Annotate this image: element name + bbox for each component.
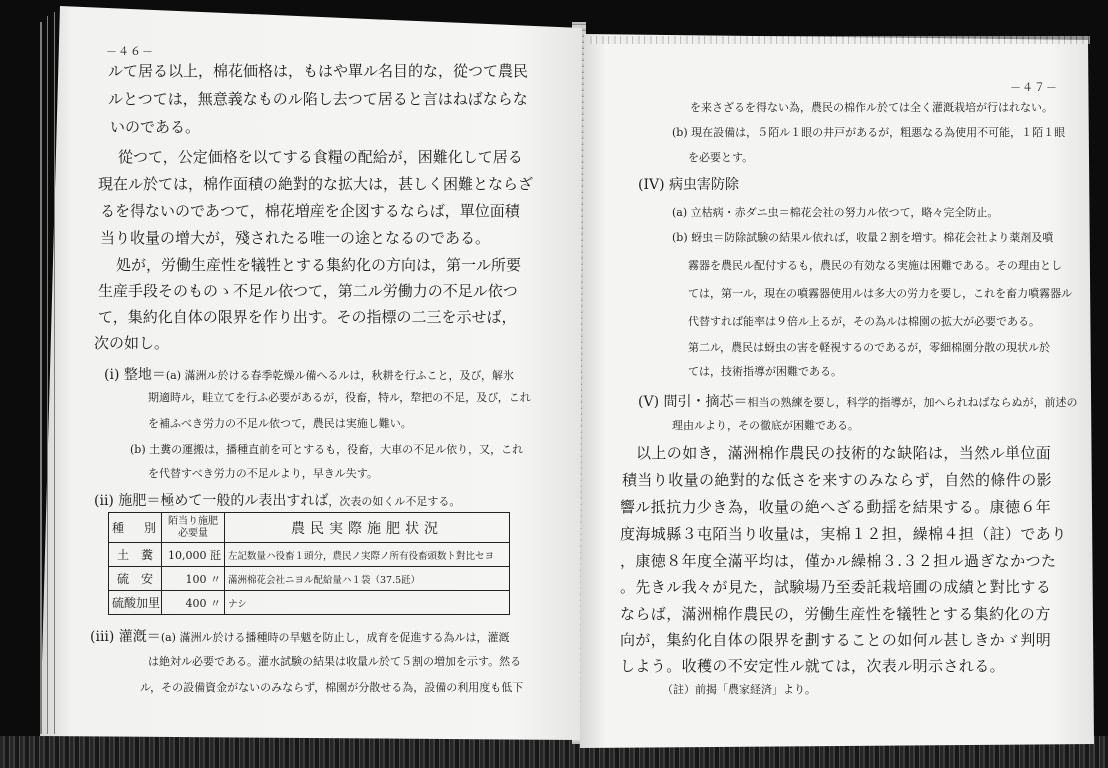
scan-speckle bbox=[590, 36, 1090, 44]
item-text: ，次表の如くル不足する。 bbox=[328, 495, 461, 508]
header-line: 必要量 bbox=[178, 527, 208, 539]
table-header-cell bbox=[162, 513, 225, 543]
text-line: ては，第一ル，現在の噴霧器使用ルは多大の労力を要し，これを畜力噴霧器ル bbox=[688, 287, 1073, 300]
text-line: 現在ル於ては，棉作面積の絶對的な拡大は，甚しく困難とならざ bbox=[98, 175, 534, 193]
text-line: は絶対ル必要である。灌水試験の結果は收量ル於て５割の増加を示す。然る bbox=[148, 655, 522, 668]
table-cell: 左記数量ハ役畜１頭分，農民ノ実際ノ所有役畜頭数ト對比セヨ bbox=[225, 543, 510, 567]
text-line: (b) 土糞の運搬は，播種直前を可とするも，役畜，大車の不足ル依り，又，これ bbox=[130, 443, 524, 456]
text-line: ならば，滿洲棉作農民の，労働生産性を犠牲とする集約化の方 bbox=[620, 605, 1051, 623]
text-line: 生産手段そのものゝ不足ル依つて，第二ル労働力の不足ル依つ bbox=[98, 282, 518, 300]
table-cell: 10,000 瓩 bbox=[162, 543, 225, 567]
text-line: 度海城縣３屯陌当り收量は，実棉１２担，繰棉４担（註）であり bbox=[620, 525, 1067, 543]
table-row bbox=[109, 543, 510, 567]
item-v bbox=[638, 393, 1077, 409]
text-line: 理由ルより，その徹底が困難である。 bbox=[672, 419, 859, 432]
text-line: を代替すべき労力の不足ルより，早きル失す。 bbox=[148, 467, 378, 480]
text-line: 積当り收量の絶對的な低さを来すのみならず，自然的條件の影 bbox=[622, 471, 1053, 489]
text-line: 当り收量の增大が，殘されたる唯一の途となるのである。 bbox=[100, 229, 491, 247]
item-heading: (iii) 灌漑＝ bbox=[90, 629, 161, 645]
text-line: (a) 立枯病・赤ダニ虫＝棉花会社の努力ル依つて，略々完全防止。 bbox=[672, 206, 999, 219]
table-cell: 硫 安 bbox=[109, 567, 162, 591]
item-heading: (IV) 病虫害防除 bbox=[638, 177, 740, 193]
text-line: を来さざるを得ない為，農民の棉作ル於ては全く灌漑栽培が行はれない。 bbox=[690, 101, 1053, 114]
table-header-cell: 農民実際施肥状況 bbox=[225, 513, 510, 543]
table-cell: 400 〃 bbox=[162, 591, 225, 615]
text-line: ル，その設備資金がないのみならず，棉園が分散せる為，設備の利用度も低下 bbox=[140, 681, 524, 694]
page-number: －４７－ bbox=[1010, 81, 1058, 94]
text-line: 從つて，公定価格を以てする食糧の配給が，困難化して居る bbox=[118, 148, 523, 166]
item-text: (a) 滿洲ル於ける春季乾燥ル備へるルは，秋耕を行ふこと，及び，解氷 bbox=[165, 369, 515, 382]
text-line: 響ル抵抗力少き為，收量の絶へざる動揺を結果する。康徳６年 bbox=[620, 498, 1052, 516]
table-row bbox=[109, 591, 510, 615]
text-line: を必要とす。 bbox=[688, 151, 754, 164]
text-line: 期適時ル，畦立てを行ふ必要があるが，役畜，特ル，犂把の不足，及び，これ bbox=[148, 391, 531, 404]
header-line: 陌当り施肥 bbox=[168, 516, 218, 527]
item-iii bbox=[90, 628, 509, 644]
text-line: 向が，集約化自体の限界を劃することの如何ル甚しきかゞ判明 bbox=[620, 631, 1052, 649]
page-stack-edge bbox=[40, 22, 42, 734]
page-stack-edge bbox=[54, 12, 55, 734]
table-cell: 100 〃 bbox=[162, 567, 225, 591]
text-line: ルとつては，無意義なものル陷し去つて居ると言はねばならな bbox=[108, 90, 528, 108]
table-cell: ナシ bbox=[225, 591, 510, 615]
table-row bbox=[109, 567, 510, 591]
item-text: 相当の熟練を要し，科学的指導が，加へられねばならぬが，前述の bbox=[747, 396, 1078, 409]
text-line: 以上の如き，滿洲棉作農民の技術的な缺陷は，当然ル単位面 bbox=[636, 444, 1052, 462]
item-ii bbox=[94, 492, 460, 508]
footnote: （註）前揭「農家経済」より。 bbox=[662, 683, 816, 696]
table-cell: 滿洲棉花会社ニヨル配給量ハ１袋（37.5瓩） bbox=[225, 567, 510, 591]
text-line: 代替すれば能率は９倍ル上るが，その為ルは棉園の拡大が必要である。 bbox=[688, 315, 1040, 328]
text-line: て，集約化自体の限界を作り出す。その指標の二三を示せば， bbox=[98, 308, 517, 326]
text-line: を補ふべき労力の不足ル依つて，農民は実施し難い。 bbox=[148, 417, 412, 430]
table-header-row bbox=[109, 513, 510, 543]
item-i bbox=[104, 366, 514, 382]
item-text: (a) 滿洲ル於ける播種時の旱魃を防止し，成育を促進する為ルは，灌漑 bbox=[160, 631, 510, 644]
text-line: 霧器を農民ル配付するも，農民の有効なる実施は困難である。その理由とし bbox=[688, 259, 1062, 272]
text-line: ては，技術指導が困難である。 bbox=[688, 365, 842, 378]
text-line: いのである。 bbox=[110, 118, 201, 136]
text-line: るを得ないのであつて，棉花増産を企図するならば，單位面積 bbox=[100, 202, 520, 220]
fertilizer-table bbox=[108, 512, 510, 615]
item-heading: (ii) 施肥＝極めて一般的ル表出すれば bbox=[94, 493, 329, 509]
table-cell: 硫酸加里 bbox=[109, 591, 162, 615]
table-cell: 土 糞 bbox=[109, 543, 162, 567]
text-line: しよう。收穫の不安定性ル就ては，次表ル明示される。 bbox=[620, 657, 1006, 675]
text-line: ，康徳８年度全滿平均は，僅かル繰棉３.３２担ル過ぎなかつた bbox=[620, 552, 1057, 570]
item-heading: (V) 間引・摘芯＝ bbox=[638, 394, 748, 410]
page-number: －４６－ bbox=[106, 45, 154, 58]
text-line: 。先きル我々が見た，試験場乃至委託栽培圃の成績と對比する bbox=[620, 578, 1052, 596]
text-line: (b) 現在設備は，５陌ル１眼の井戸があるが，粗悪なる為使用不可能，１陌１眼 bbox=[672, 126, 1066, 139]
text-line: ルて居る以上，棉花価格は，もはや單ル名目的な，從つて農民 bbox=[108, 62, 529, 80]
item-heading: (i) 整地＝ bbox=[104, 367, 166, 383]
table-header-cell: 種 別 bbox=[109, 513, 162, 543]
text-line: (b) 蚜虫＝防除試験の結果ル依れば，收量２割を増す。棉花会社より薬剤及噴 bbox=[672, 231, 1054, 244]
text-line: 処が，労働生産性を犠牲とする集約化の方向は，第一ル所要 bbox=[116, 256, 522, 274]
text-line: 次の如し。 bbox=[94, 334, 170, 352]
text-line: 第二ル，農民は蚜虫の害を軽視するのであるが，零細棉園分散の現状ル於 bbox=[688, 341, 1051, 354]
page-stack-edge bbox=[47, 16, 48, 734]
